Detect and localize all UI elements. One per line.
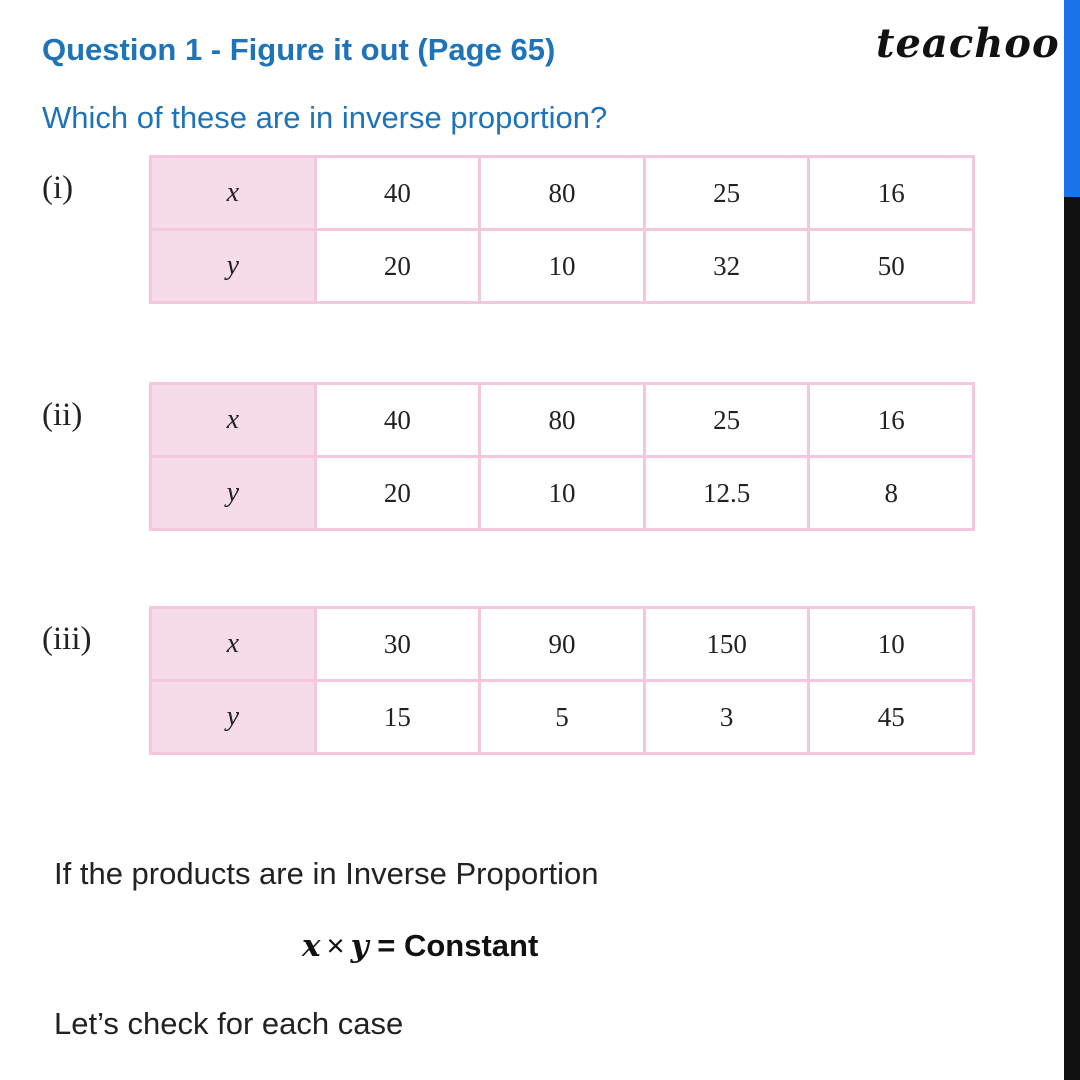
formula-result: = Constant <box>377 928 539 963</box>
table-iii <box>149 606 975 755</box>
table-row-x <box>151 384 974 457</box>
table-cell: 25 <box>644 384 809 457</box>
table-cell: 5 <box>480 681 645 754</box>
table-cell: 30 <box>315 608 480 681</box>
table-i <box>149 155 975 304</box>
x-header-cell: x <box>151 384 316 457</box>
check-each-case-text: Let’s check for each case <box>54 1006 404 1041</box>
table-row-x <box>151 157 974 230</box>
table-cell: 20 <box>315 230 480 303</box>
scrollbar-track[interactable] <box>1064 197 1080 1080</box>
table-row-y <box>151 457 974 530</box>
table-row-x <box>151 608 974 681</box>
y-header-cell: y <box>151 681 316 754</box>
table-cell: 16 <box>809 384 974 457</box>
teachoo-logo: teachoo <box>876 20 1060 67</box>
explanation-line: If the products are in Inverse Proportion <box>54 856 599 891</box>
table-row-y <box>151 230 974 303</box>
table-cell: 10 <box>480 230 645 303</box>
table-cell: 80 <box>480 157 645 230</box>
table-cell: 150 <box>644 608 809 681</box>
table-cell: 50 <box>809 230 974 303</box>
table-cell: 10 <box>809 608 974 681</box>
table-cell: 45 <box>809 681 974 754</box>
table-cell: 40 <box>315 384 480 457</box>
table-cell: 40 <box>315 157 480 230</box>
table-label-iii: (iii) <box>42 621 92 657</box>
formula-y: y <box>350 928 369 964</box>
table-cell: 10 <box>480 457 645 530</box>
x-header-cell: x <box>151 608 316 681</box>
formula <box>302 928 538 964</box>
multiply-sign: × <box>326 928 345 963</box>
table-cell: 15 <box>315 681 480 754</box>
question-text: Which of these are in inverse proportion? <box>42 100 608 135</box>
table-cell: 12.5 <box>644 457 809 530</box>
table-cell: 90 <box>480 608 645 681</box>
table-cell: 80 <box>480 384 645 457</box>
scrollbar-thumb[interactable] <box>1064 0 1080 197</box>
y-header-cell: y <box>151 230 316 303</box>
table-cell: 20 <box>315 457 480 530</box>
question-title: Question 1 - Figure it out (Page 65) <box>42 32 556 67</box>
table-cell: 25 <box>644 157 809 230</box>
table-label-i: (i) <box>42 170 74 206</box>
table-row-y <box>151 681 974 754</box>
y-header-cell: y <box>151 457 316 530</box>
table-cell: 3 <box>644 681 809 754</box>
formula-x: x <box>302 928 321 964</box>
table-ii <box>149 382 975 531</box>
table-cell: 8 <box>809 457 974 530</box>
table-cell: 32 <box>644 230 809 303</box>
table-label-ii: (ii) <box>42 397 83 433</box>
table-cell: 16 <box>809 157 974 230</box>
x-header-cell: x <box>151 157 316 230</box>
